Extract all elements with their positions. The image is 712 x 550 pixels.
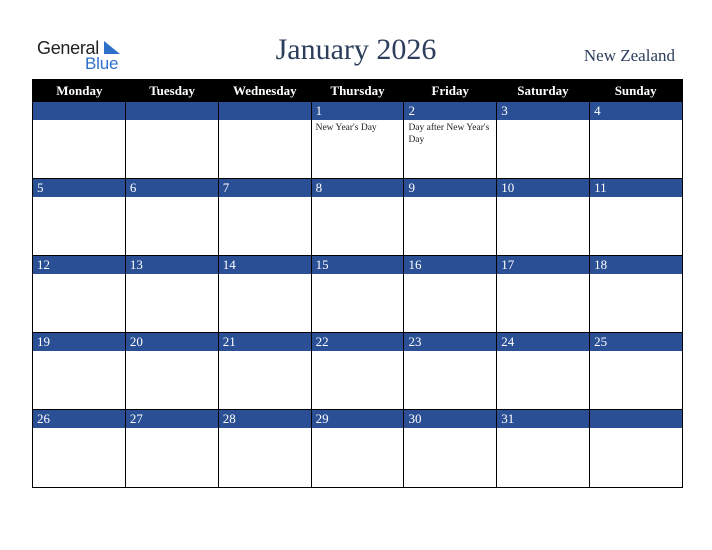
weekday-sunday: Sunday bbox=[614, 83, 657, 98]
day-number: 3 bbox=[497, 102, 589, 120]
day-cell bbox=[497, 256, 590, 333]
day-number: 5 bbox=[33, 179, 125, 197]
day-number: 1 bbox=[312, 102, 404, 120]
day-number: 16 bbox=[404, 256, 496, 274]
day-number: 27 bbox=[126, 410, 218, 428]
day-cell bbox=[33, 179, 126, 256]
day-number bbox=[33, 102, 125, 120]
day-number: 23 bbox=[404, 333, 496, 351]
day-number: 21 bbox=[219, 333, 311, 351]
calendar-week bbox=[33, 102, 682, 179]
day-cell bbox=[590, 256, 682, 333]
day-cell bbox=[590, 179, 682, 256]
day-cell bbox=[219, 410, 312, 487]
day-number: 25 bbox=[590, 333, 682, 351]
day-cell bbox=[590, 410, 682, 487]
day-cell bbox=[126, 333, 219, 410]
day-cell bbox=[404, 179, 497, 256]
day-number: 29 bbox=[312, 410, 404, 428]
day-cell bbox=[126, 102, 219, 179]
day-number: 18 bbox=[590, 256, 682, 274]
day-cell bbox=[312, 410, 405, 487]
day-number bbox=[219, 102, 311, 120]
day-number: 9 bbox=[404, 179, 496, 197]
day-cell bbox=[126, 256, 219, 333]
day-cell bbox=[312, 102, 405, 179]
day-cell bbox=[126, 410, 219, 487]
day-cell bbox=[404, 410, 497, 487]
day-number: 22 bbox=[312, 333, 404, 351]
day-number: 14 bbox=[219, 256, 311, 274]
day-cell bbox=[33, 333, 126, 410]
weekday-monday: Monday bbox=[56, 83, 103, 98]
weekday-friday: Friday bbox=[431, 83, 470, 98]
day-cell bbox=[312, 333, 405, 410]
day-number: 20 bbox=[126, 333, 218, 351]
day-cell bbox=[312, 256, 405, 333]
day-cell bbox=[33, 410, 126, 487]
day-cell bbox=[497, 179, 590, 256]
day-cell bbox=[219, 179, 312, 256]
logo-text-blue: Blue bbox=[85, 54, 119, 73]
day-cell bbox=[312, 179, 405, 256]
weekday-thursday: Thursday bbox=[330, 83, 385, 98]
day-number: 2 bbox=[404, 102, 496, 120]
day-cell bbox=[126, 179, 219, 256]
day-number: 4 bbox=[590, 102, 682, 120]
day-cell bbox=[219, 256, 312, 333]
day-cell bbox=[33, 102, 126, 179]
day-number: 19 bbox=[33, 333, 125, 351]
calendar-grid bbox=[32, 79, 683, 488]
day-number: 26 bbox=[33, 410, 125, 428]
day-number: 31 bbox=[497, 410, 589, 428]
day-number: 30 bbox=[404, 410, 496, 428]
day-number: 12 bbox=[33, 256, 125, 274]
weekday-header-row bbox=[33, 80, 682, 102]
day-cell bbox=[497, 333, 590, 410]
day-number: 28 bbox=[219, 410, 311, 428]
day-cell bbox=[404, 256, 497, 333]
day-number: 7 bbox=[219, 179, 311, 197]
day-number: 11 bbox=[590, 179, 682, 197]
day-cell bbox=[497, 102, 590, 179]
day-cell bbox=[590, 102, 682, 179]
weekday-wednesday: Wednesday bbox=[233, 83, 297, 98]
day-number: 17 bbox=[497, 256, 589, 274]
holiday-label: New Year's Day bbox=[315, 123, 377, 133]
calendar-week bbox=[33, 333, 682, 410]
page-title: January 2026 bbox=[275, 33, 437, 66]
day-number: 6 bbox=[126, 179, 218, 197]
day-cell bbox=[404, 102, 497, 179]
day-cell bbox=[219, 102, 312, 179]
holiday-label: Day after New Year's Day bbox=[408, 123, 490, 145]
weekday-saturday: Saturday bbox=[517, 83, 569, 98]
calendar-week bbox=[33, 256, 682, 333]
weekday-tuesday: Tuesday bbox=[149, 83, 195, 98]
day-cell bbox=[219, 333, 312, 410]
day-number: 13 bbox=[126, 256, 218, 274]
day-number: 15 bbox=[312, 256, 404, 274]
calendar-week bbox=[33, 410, 682, 487]
day-number bbox=[590, 410, 682, 428]
logo-text-general: General bbox=[37, 38, 99, 58]
day-number: 10 bbox=[497, 179, 589, 197]
day-cell bbox=[404, 333, 497, 410]
country-label: New Zealand bbox=[583, 46, 675, 65]
day-number bbox=[126, 102, 218, 120]
day-cell bbox=[497, 410, 590, 487]
calendar-week bbox=[33, 179, 682, 256]
day-number: 24 bbox=[497, 333, 589, 351]
day-number: 8 bbox=[312, 179, 404, 197]
day-cell bbox=[33, 256, 126, 333]
day-cell bbox=[590, 333, 682, 410]
